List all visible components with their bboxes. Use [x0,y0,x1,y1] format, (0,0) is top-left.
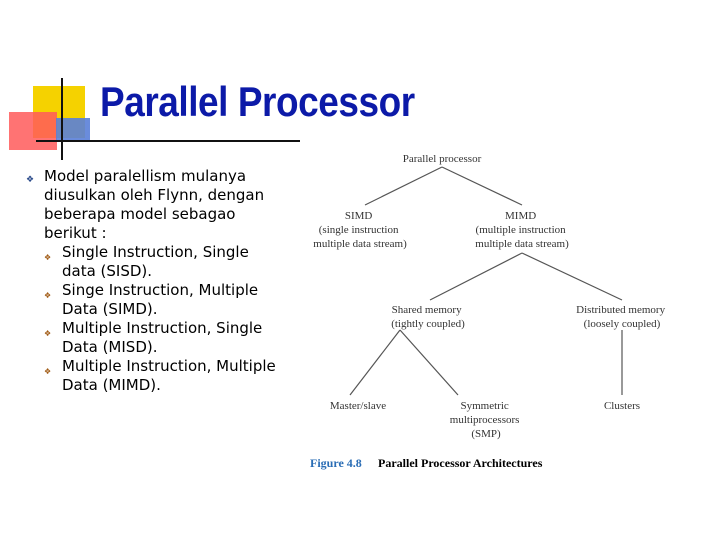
decor-red-square [9,112,57,150]
node-distributed-memory-line: (loosely coupled) [583,318,661,330]
node-mimd-line: MIMD [505,210,537,222]
node-mimd [475,210,569,250]
figure-caption: Parallel Processor Architectures [378,456,543,470]
node-simd-line: multiple data stream) [313,238,407,250]
bullet-item-text: Single Instruction, Single data (SISD). [62,243,249,280]
node-distributed-memory [576,304,668,330]
bullet-intro-text: Model paralellism mulanya diusulkan oleh Flynn, dengan beberapa model sebagao berikut : [44,167,265,242]
node-smp [450,400,522,440]
bullet-intro [26,167,286,243]
node-shared-memory-line: Shared memory [391,304,462,316]
bullet-diamond-icon: ❖ [44,367,52,376]
node-simd-line: (single instruction [318,224,399,236]
bullet-item-text: Multiple Instruction, Single Data (MISD). [62,319,263,356]
decor-vertical-line [61,78,63,160]
decor-horizontal-line [36,140,300,142]
bullet-diamond-icon: ❖ [44,291,52,300]
bullet-diamond-icon: ❖ [26,175,35,185]
node-smp-line: (SMP) [471,428,501,440]
bullet-item [44,357,286,395]
figure-label: Figure 4.8 [310,456,362,470]
bullet-item [44,319,286,357]
parallel-processor-tree-diagram [300,145,680,485]
node-simd-line: SIMD [344,210,373,222]
node-smp-line: Symmetric [460,400,509,412]
node-clusters: Clusters [603,400,641,412]
node-smp-line: multiprocessors [449,414,520,426]
bullet-item [44,281,286,319]
node-parallel-processor: Parallel processor [402,153,482,165]
bullet-item-text: Singe Instruction, Multiple Data (SIMD). [62,281,259,318]
node-shared-memory [391,304,465,330]
node-distributed-memory-line: Distributed memory [576,304,666,316]
node-mimd-line: multiple data stream) [475,238,569,250]
bullet-list [26,167,286,395]
bullet-diamond-icon: ❖ [44,253,52,262]
slide-title: Parallel Processor [100,78,415,125]
tree-connectors [350,167,622,395]
node-master-slave: Master/slave [329,400,387,412]
node-shared-memory-line: (tightly coupled) [391,318,465,330]
node-mimd-line: (multiple instruction [475,224,566,236]
bullet-item [44,243,286,281]
node-simd [313,210,407,250]
bullet-diamond-icon: ❖ [44,329,52,338]
bullet-item-text: Multiple Instruction, Multiple Data (MIMD). [62,357,276,394]
